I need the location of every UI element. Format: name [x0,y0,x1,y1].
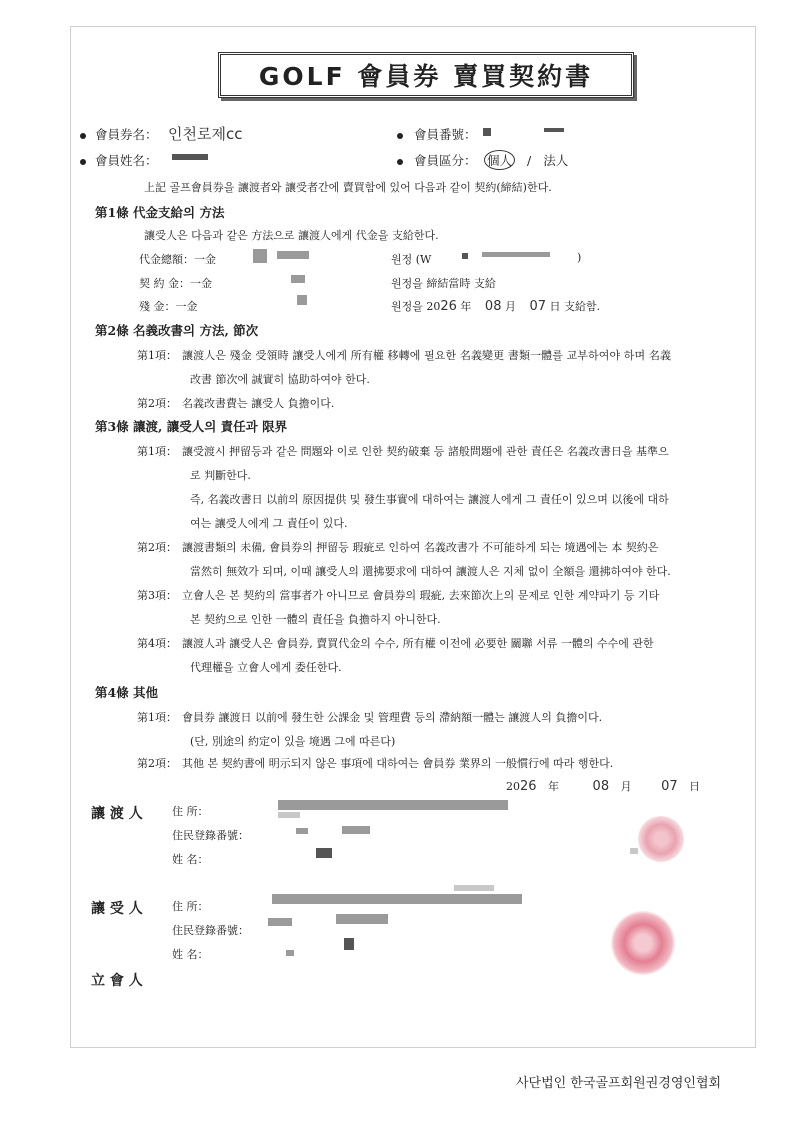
article-3-item-3-text: 立會人은 본 契約의 當事者가 아니므로 會員券의 瑕疵, 去來節次上의 문제로 인한 계약파기 등 기타 [182,589,660,602]
transferee-address-label: 住 所： [172,900,209,913]
intro-text: 上記 골프會員券을 讓渡者와 讓受者간에 賣買함에 있어 다음과 같이 契約(締結)한다. [144,181,552,194]
signing-day: 07 [661,779,678,794]
balance-label: 殘 金：一金 [139,300,198,313]
balance-month: 08 [484,299,502,314]
redacted-member-number [483,128,491,136]
seal-stamp-icon [610,910,676,976]
redacted-name [316,848,332,858]
article-2-heading: 第2條 名義改書의 方法, 節次 [95,323,259,338]
member-number-label: 會員番號： [414,127,477,142]
balance-date-prefix: 원정을 20 [391,300,441,313]
signing-date-prefix: 20 [506,780,520,793]
witness-label: 立 會 人 [91,973,143,989]
transferor-rrn-label: 住民登錄番號： [172,829,249,842]
member-type-label: 會員區分： [414,153,477,168]
article-4-item-1-text: (단, 別途의 約定이 있을 境遇 그에 따른다) [190,735,396,748]
balance-day: 07 [529,299,547,314]
issuer-footer: 사단법인 한국골프회원권경영인협회 [516,1076,722,1091]
article-3-item-2-label: 第2項： [137,541,177,554]
signing-day-unit: 日 [689,780,701,793]
transferee-rrn-label: 住民登錄番號： [172,924,249,937]
article-4-item-2-text: 其他 본 契約書에 明示되지 않은 事項에 대하여는 會員券 業界의 一般慣行에 따라 행한다. [182,757,614,770]
redacted-amount [253,249,267,263]
article-3-item-4-text: 讓渡人과 讓受人은 會員券, 賣買代金의 수수, 所有權 이전에 必要한 關聯 서류 一體의 수수에 관한 [182,637,654,650]
redacted-rrn [342,826,370,834]
article-3-item-3-label: 第3項： [137,589,177,602]
member-type-individual-selected: 個人 [484,150,515,170]
signing-date [506,778,700,794]
article-2-item-1-text: 讓渡人은 殘金 受領時 讓受人에게 所有權 移轉에 필요한 名義變更 書類一體를 교부하여야 하며 名義 [182,349,672,362]
transferee-name-label: 姓 名： [172,948,209,961]
deposit-description: 원정을 締結當時 支給 [391,277,496,290]
balance-date [391,298,600,314]
article-3-heading: 第3條 讓渡, 讓受人의 責任과 限界 [95,419,288,434]
membership-name-value: 인천로제cc [168,125,243,143]
transferor-label: 讓 渡 人 [91,806,143,822]
article-4-item-1-text: 會員券 讓渡日 以前에 發生한 公課金 및 管理費 등의 滯納額一體는 讓渡人의 負擔이다. [182,711,603,724]
signing-year-unit: 年 [548,780,560,793]
redacted-amount [297,295,307,305]
balance-year-unit: 年 [460,300,472,313]
seal-stamp-icon [638,816,684,862]
article-3-item-2-text: 讓渡書類의 未備, 會員券의 押留등 瑕疵로 인하여 名義改書가 不可能하게 되는 境遇에는 本 契約은 [182,541,659,554]
document-title: GOLF 會員券 賣買契約書 [258,62,594,91]
redacted-amount [277,251,309,259]
redacted-address [272,894,522,904]
redacted-member-name [172,154,208,160]
article-3-item-2-text: 當然히 無效가 되며, 이때 讓受人의 還拂要求에 대하여 讓渡人은 지체 없이 全額을 還拂하여야 한다. [190,565,671,578]
article-4-heading: 第4條 其他 [95,685,159,700]
redacted-member-number [544,128,564,132]
transferor-address-label: 住 所： [172,805,209,818]
total-amount-won: 원정 (W [391,253,432,266]
member-type-separator: / [527,153,532,168]
total-amount-close: ) [577,251,582,264]
article-3-item-1-text: 讓受渡시 押留등과 같은 問題와 이로 인한 契約破棄 등 諸般問題에 관한 責任은 名義改書日을 基準으 [182,445,669,458]
article-3-item-1-text: 즉, 名義改書日 以前의 原因提供 및 發生事實에 대하여는 讓渡人에게 그 責任이 있으며 以後에 대하 [190,493,669,506]
balance-day-unit: 日 支給함. [549,300,601,313]
article-3-item-1-text: 로 判斷한다. [190,469,251,482]
redacted-address [278,812,300,818]
redacted-amount [291,275,305,283]
transferee-label: 讓 受 人 [91,901,143,917]
redacted-mark [630,848,638,854]
article-2-item-2-text: 名義改書費는 讓受人 負擔이다. [182,397,335,410]
signing-year: 26 [520,779,537,794]
article-1-text: 讓受人은 다음과 같은 方法으로 讓渡人에게 代金을 支給한다. [144,229,439,242]
article-3-item-1-text: 여는 讓受人에게 그 責任이 있다. [190,517,348,530]
article-3-item-4-label: 第4項： [137,637,177,650]
article-3-item-1-label: 第1項： [137,445,177,458]
member-type-corporate: 法人 [543,153,569,168]
article-2-item-1-text: 改書 節次에 誠實히 協助하여야 한다. [190,373,370,386]
deposit-label: 契 約 金：一金 [139,277,212,290]
bullet-icon [397,133,403,139]
membership-name-label: 會員券名： [95,127,158,142]
article-2-item-2-label: 第2項： [137,397,177,410]
article-4-item-1-label: 第1項： [137,711,177,724]
transferor-name-label: 姓 名： [172,853,209,866]
bullet-icon [397,159,403,165]
redacted-rrn [336,914,388,924]
signing-month-unit: 月 [620,780,632,793]
article-2-item-1-label: 第1項： [137,349,177,362]
member-name-label: 會員姓名： [95,153,158,168]
redacted-amount [462,253,468,259]
redacted-rrn [296,828,308,834]
redacted-rrn [268,918,292,926]
redacted-amount [482,252,550,257]
redacted-name [286,950,294,956]
signing-month: 08 [592,779,610,794]
total-amount-label: 代金總額：一金 [139,253,216,266]
document-title-box [218,52,634,98]
member-type-options [484,150,568,170]
article-4-item-2-label: 第2項： [137,757,177,770]
redacted-address [278,800,508,810]
redacted-name [344,938,354,950]
article-1-heading: 第1條 代金支給의 方法 [95,205,225,220]
bullet-icon [80,133,86,139]
balance-month-unit: 月 [504,300,516,313]
article-3-item-4-text: 代理權을 立會人에게 委任한다. [190,661,342,674]
article-3-item-3-text: 본 契約으로 인한 一體의 責任을 負擔하지 아니한다. [190,613,441,626]
bullet-icon [80,159,86,165]
redacted-address [454,885,494,891]
balance-year: 26 [440,299,457,314]
